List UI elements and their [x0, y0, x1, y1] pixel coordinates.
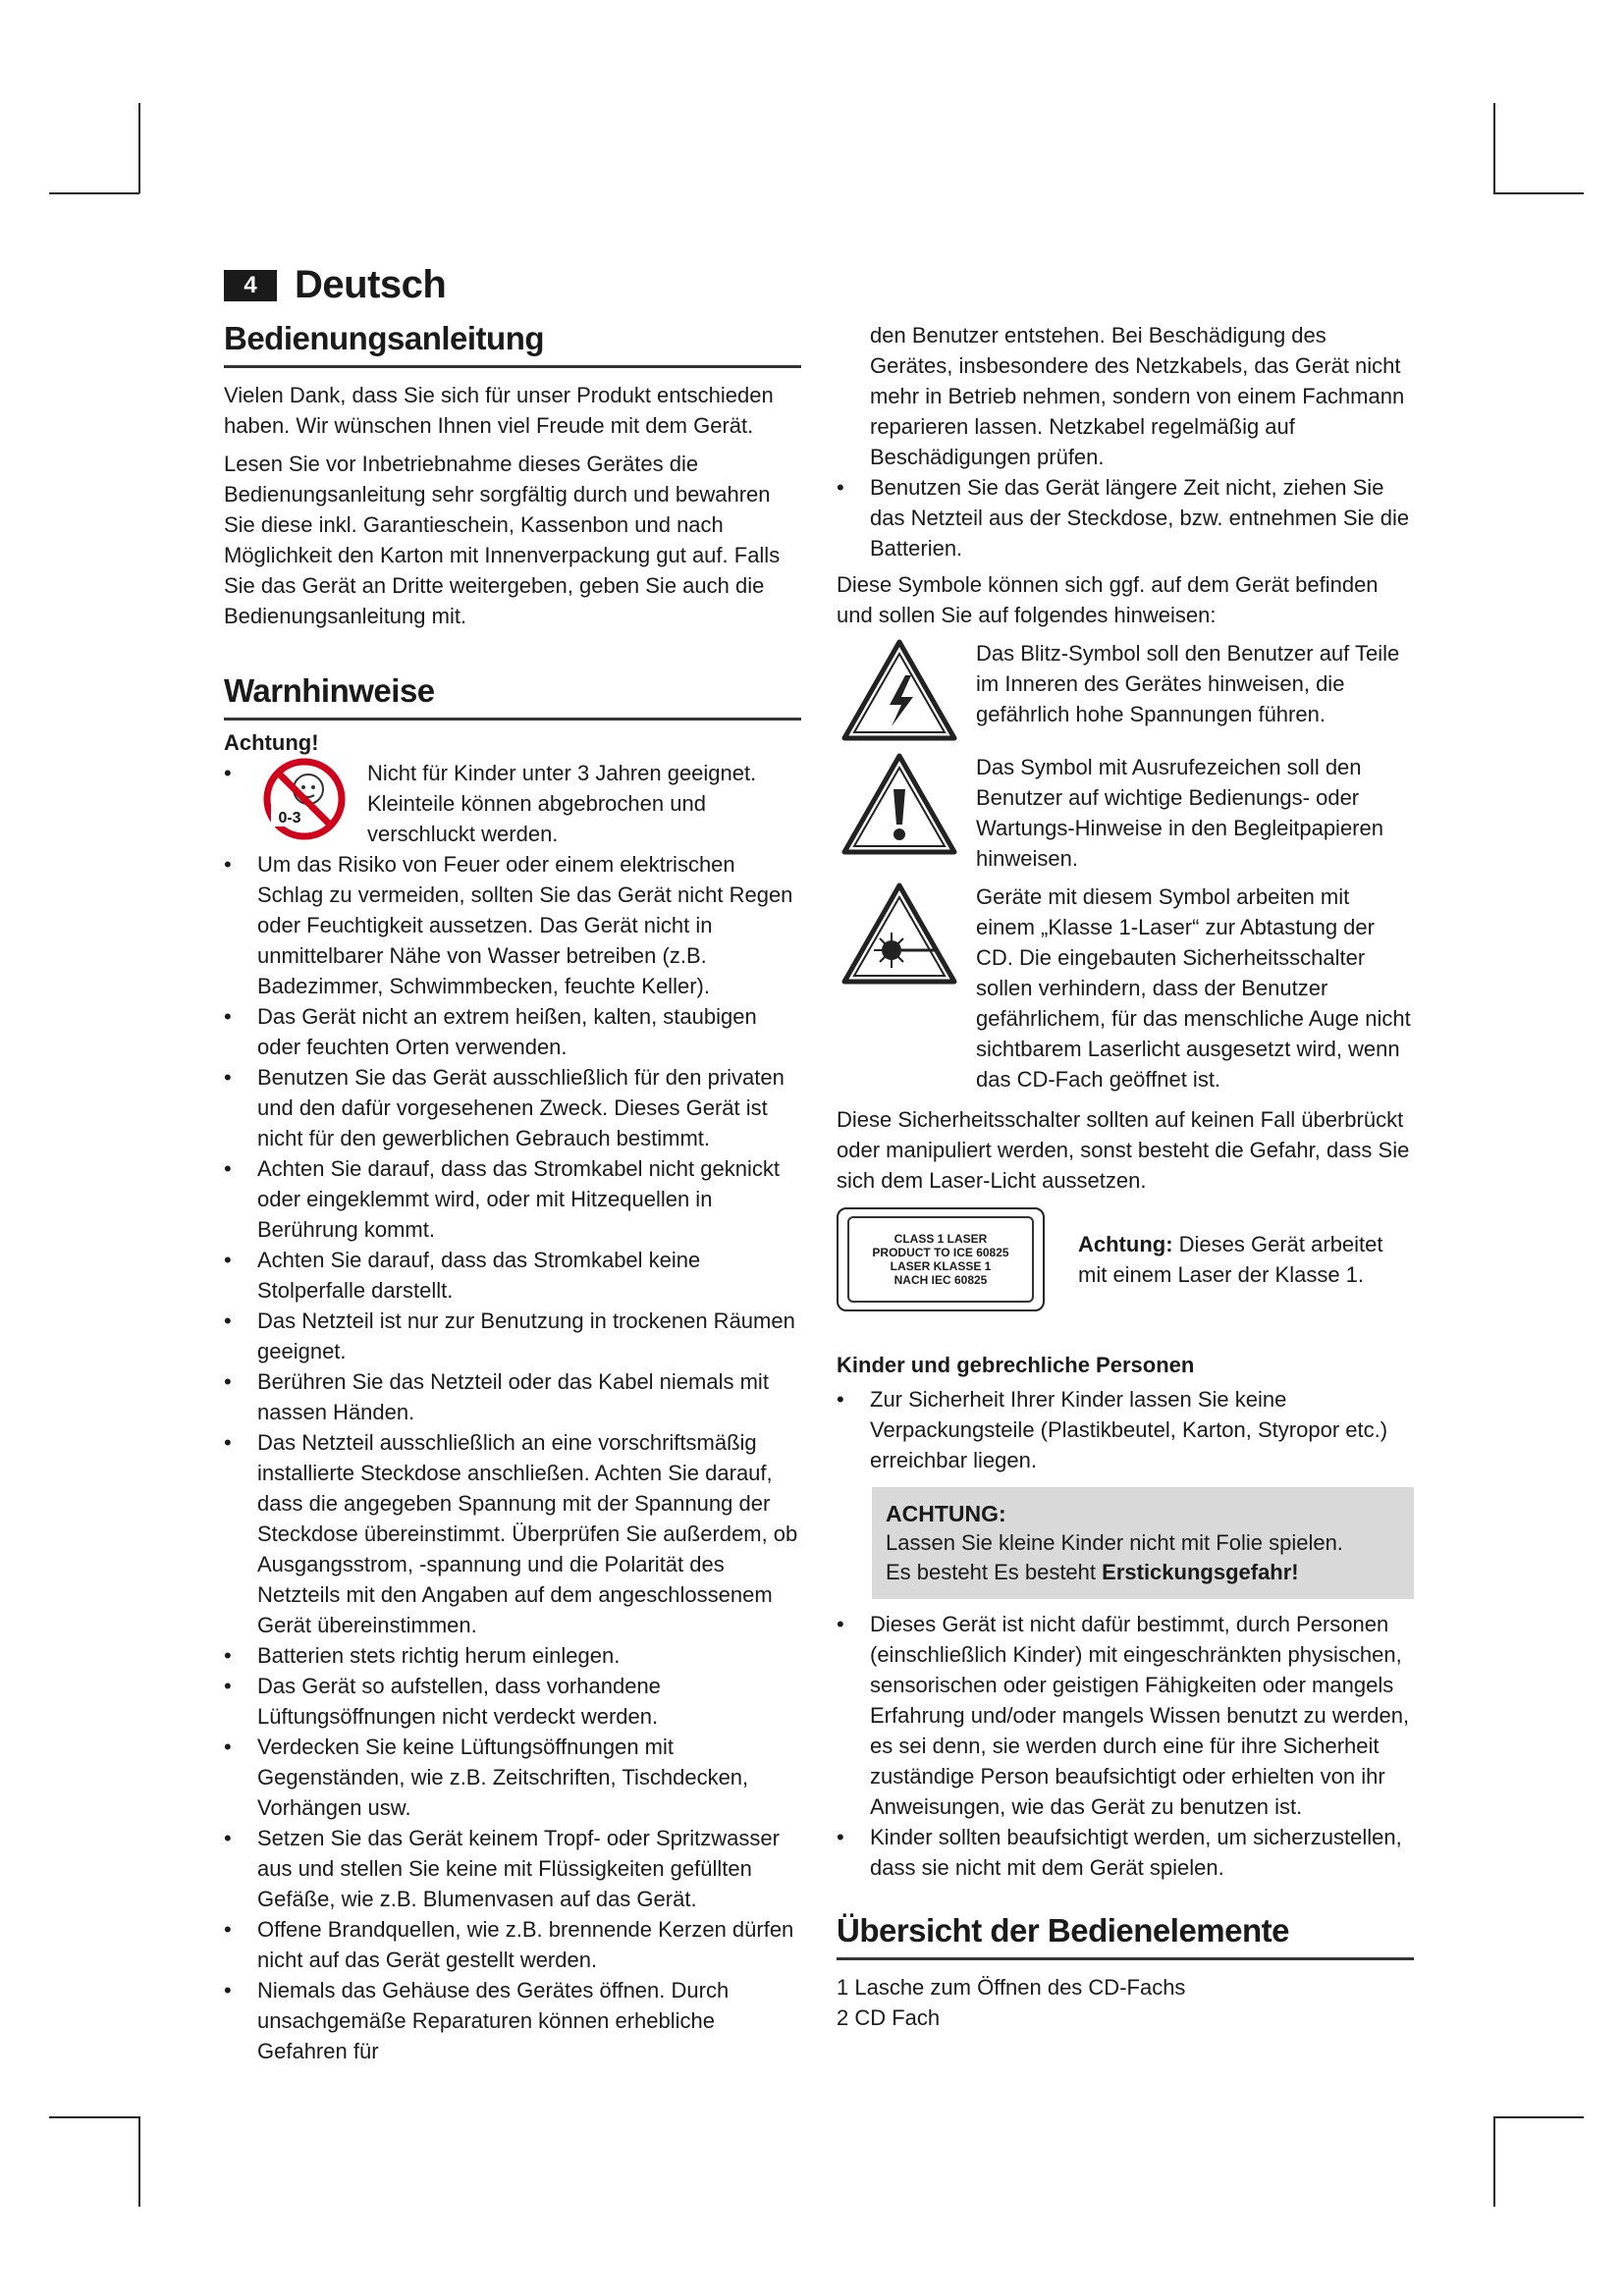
crop-mark: [49, 192, 139, 194]
crop-mark: [1493, 103, 1495, 193]
symbols-intro: Diese Symbole können sich ggf. auf dem Gerät befinden und sollen Sie auf folgendes hinweisen:: [837, 572, 1379, 627]
age-label: 0-3: [278, 810, 301, 827]
list-item: • Das Netzteil ist nur zur Benutzung in trockenen Räumen geeignet.: [224, 1308, 795, 1363]
warning-box-line-1: Lassen Sie kleine Kinder nicht mit Folie spielen.: [886, 1530, 1343, 1555]
no-children-under-3-icon: [257, 758, 355, 842]
manual-paragraph-1: Vielen Dank, dass Sie sich für unser Produkt entschieden haben. Wir wünschen Ihnen viel Freude mit dem Gerät.: [224, 383, 774, 438]
left-column: [224, 320, 801, 2066]
list-item: • Berühren Sie das Netzteil oder das Kabel niemals mit nassen Händen.: [224, 1369, 769, 1424]
crop-mark: [1493, 192, 1584, 194]
continued-text: den Benutzer entstehen. Bei Beschädigung des Gerätes, insbesondere des Netzkabels, das Gerät nicht mehr in Betrieb nehmen, sondern von einem Fachmann reparieren lassen. Netzkabel regelmäßig auf Beschädigungen prüfen.: [870, 323, 1405, 469]
list-item: • Offene Brandquellen, wie z.B. brennende Kerzen dürfen nicht auf das Gerät gestellt werden.: [224, 1917, 794, 1972]
laser-safety-text: Diese Sicherheitsschalter sollten auf keinen Fall überbrückt oder manipuliert werden, sonst besteht die Gefahr, dass Sie sich dem Laser-Licht aussetzen.: [837, 1107, 1410, 1193]
list-item: • Zur Sicherheit Ihrer Kinder lassen Sie keine Verpackungsteile (Plastikbeutel, Karton, Styropor etc.) erreichbar liegen.: [837, 1387, 1388, 1472]
suffocation-warning-box: [872, 1487, 1414, 1599]
kid-warning-text: Nicht für Kinder unter 3 Jahren geeignet. Kleinteile können abgebrochen und verschluckt werden.: [367, 761, 757, 846]
list-item: • Setzen Sie das Gerät keinem Tropf- oder Spritzwasser aus und stellen Sie keine mit Flüssigkeiten gefüllten Gefäße, wie z.B. Blumenvasen auf das Gerät.: [224, 1826, 780, 1911]
list-item: • Niemals das Gehäuse des Gerätes öffnen. Durch unsachgemäße Reparaturen können erhebliche Gefahren für: [224, 1978, 730, 2063]
page-number: 4: [224, 270, 277, 301]
list-item: • Um das Risiko von Feuer oder einem elektrischen Schlag zu vermeiden, sollten Sie das Gerät nicht Regen oder Feuchtigkeit aussetzen. Das Gerät nicht in unmittelbarer Nähe von Wasser betreiben (z.B. Badezimmer, Schwimmbecken, feuchte Keller).: [224, 852, 793, 998]
warning-list: [224, 849, 801, 2066]
symbol-row-laser: [837, 881, 1414, 1095]
crop-mark: [1493, 2116, 1495, 2207]
symbol-row-exclamation: [837, 752, 1414, 874]
laser-warning-icon: [840, 881, 958, 988]
symbol-text: Das Blitz-Symbol soll den Benutzer auf Teile im Inneren des Gerätes hinweisen, die gefährlich hohe Spannungen führen.: [976, 641, 1400, 726]
manual-heading: Bedienungsanleitung: [224, 320, 801, 368]
warnings-heading: Warnhinweise: [224, 672, 801, 721]
list-item: • Kinder sollten beaufsichtigt werden, um sicherzustellen, dass sie nicht mit dem Gerät spielen.: [837, 1825, 1402, 1880]
laser-label-row: [837, 1207, 1414, 1311]
warning-box-line-2: Es besteht Es besteht Erstickungsgefahr!: [886, 1560, 1299, 1584]
list-item: • Verdecken Sie keine Lüftungsöffnungen mit Gegenständen, wie z.B. Zeitschriften, Tischdecken, Vorhängen usw.: [224, 1735, 749, 1820]
list-item: • Das Netzteil ausschließlich an eine vorschriftsmäßig installierte Steckdose anschließen. Achten Sie darauf, dass die angegeben Spannung mit der Spannung der Steckdose übereinstimmt. Überprüfen Sie außerdem, ob Ausgangsstrom, -spannung und die Polarität des Netzteils mit den Angaben auf dem angeschlossenem Gerät übereinstimmen.: [224, 1430, 798, 1637]
controls-item: 1 Lasche zum Öffnen des CD-Fachs: [837, 1975, 1186, 2000]
children-heading: Kinder und gebrechliche Personen: [837, 1353, 1195, 1377]
lightning-warning-icon: [840, 638, 958, 744]
symbol-text: Geräte mit diesem Symbol arbeiten mit einem „Klasse 1-Laser“ zur Abtastung der CD. Die eingebauten Sicherheitsschalter sollen verhindern, dass der Benutzer gefährlichem, für das menschliche Auge nicht sichtbarem Laserlicht ausgesetzt wird, wenn das CD-Fach geöffnet ist.: [976, 884, 1411, 1092]
laser-note: Achtung: Dieses Gerät arbeitet mit einem Laser der Klasse 1.: [1078, 1232, 1383, 1287]
list-item: • Dieses Gerät ist nicht dafür bestimmt, durch Personen (einschließlich Kinder) mit eingeschränkten physischen, sensorischen oder geistigen Fähigkeiten oder mangels Erfahrung und/oder mangels Wissen benutzt zu werden, es sei denn, sie werden durch eine für ihre Sicherheit zuständige Person beaufsichtigt oder erhielten von ihr Anweisungen, wie das Gerät zu benutzen ist.: [837, 1612, 1410, 1819]
list-item: • Benutzen Sie das Gerät ausschließlich für den privaten und den dafür vorgesehenen Zweck. Dieses Gerät ist nicht für den gewerblichen Gebrauch bestimmt.: [224, 1065, 785, 1150]
language-title: Deutsch: [295, 263, 447, 306]
list-item: • Batterien stets richtig herum einlegen.: [224, 1643, 621, 1668]
crop-mark: [1493, 2116, 1584, 2118]
list-item: • Das Gerät so aufstellen, dass vorhandene Lüftungsöffnungen nicht verdeckt werden.: [224, 1674, 661, 1729]
list-item: • Benutzen Sie das Gerät längere Zeit nicht, ziehen Sie das Netzteil aus der Steckdose, bzw. entnehmen Sie die Batterien.: [837, 475, 1410, 561]
controls-heading: Übersicht der Bedienelemente: [837, 1912, 1414, 1960]
manual-paragraph-2: Lesen Sie vor Inbetriebnahme dieses Gerätes die Bedienungsanleitung sehr sorgfältig durch und bewahren Sie diese inkl. Garantieschein, Kassenbon und nach Möglichkeit den Karton mit Innenverpackung gut auf. Falls Sie das Gerät an Dritte weitergeben, geben Sie auch die Bedienungsanleitung mit.: [224, 452, 781, 628]
kid-warning: [224, 758, 801, 849]
bullet-dot: •: [224, 761, 232, 785]
warning-box-title: ACHTUNG:: [886, 1501, 1006, 1526]
page-header: [224, 263, 446, 307]
list-item: • Das Gerät nicht an extrem heißen, kalten, staubigen oder feuchten Orten verwenden.: [224, 1004, 757, 1059]
exclamation-warning-icon: [840, 752, 958, 858]
list-item: • Achten Sie darauf, dass das Stromkabel nicht geknickt oder eingeklemmt wird, oder mit Hitzequellen in Berührung kommt.: [224, 1156, 780, 1242]
crop-mark: [49, 2116, 139, 2118]
controls-item: 2 CD Fach: [837, 2005, 941, 2030]
laser-class-label: CLASS 1 LASER PRODUCT TO ICE 60825 LASER KLASSE 1 NACH IEC 60825: [837, 1207, 1045, 1311]
symbol-text: Das Symbol mit Ausrufezeichen soll den Benutzer auf wichtige Bedienungs- oder Wartungs-Hinweise in den Begleitpapieren hinweisen.: [976, 755, 1383, 871]
right-column: [837, 320, 1414, 2033]
list-item: • Achten Sie darauf, dass das Stromkabel keine Stolperfalle darstellt.: [224, 1248, 701, 1303]
caution-label: Achtung!: [224, 730, 319, 755]
symbol-row-lightning: [837, 638, 1414, 744]
crop-mark: [138, 2116, 140, 2207]
crop-mark: [138, 103, 140, 193]
